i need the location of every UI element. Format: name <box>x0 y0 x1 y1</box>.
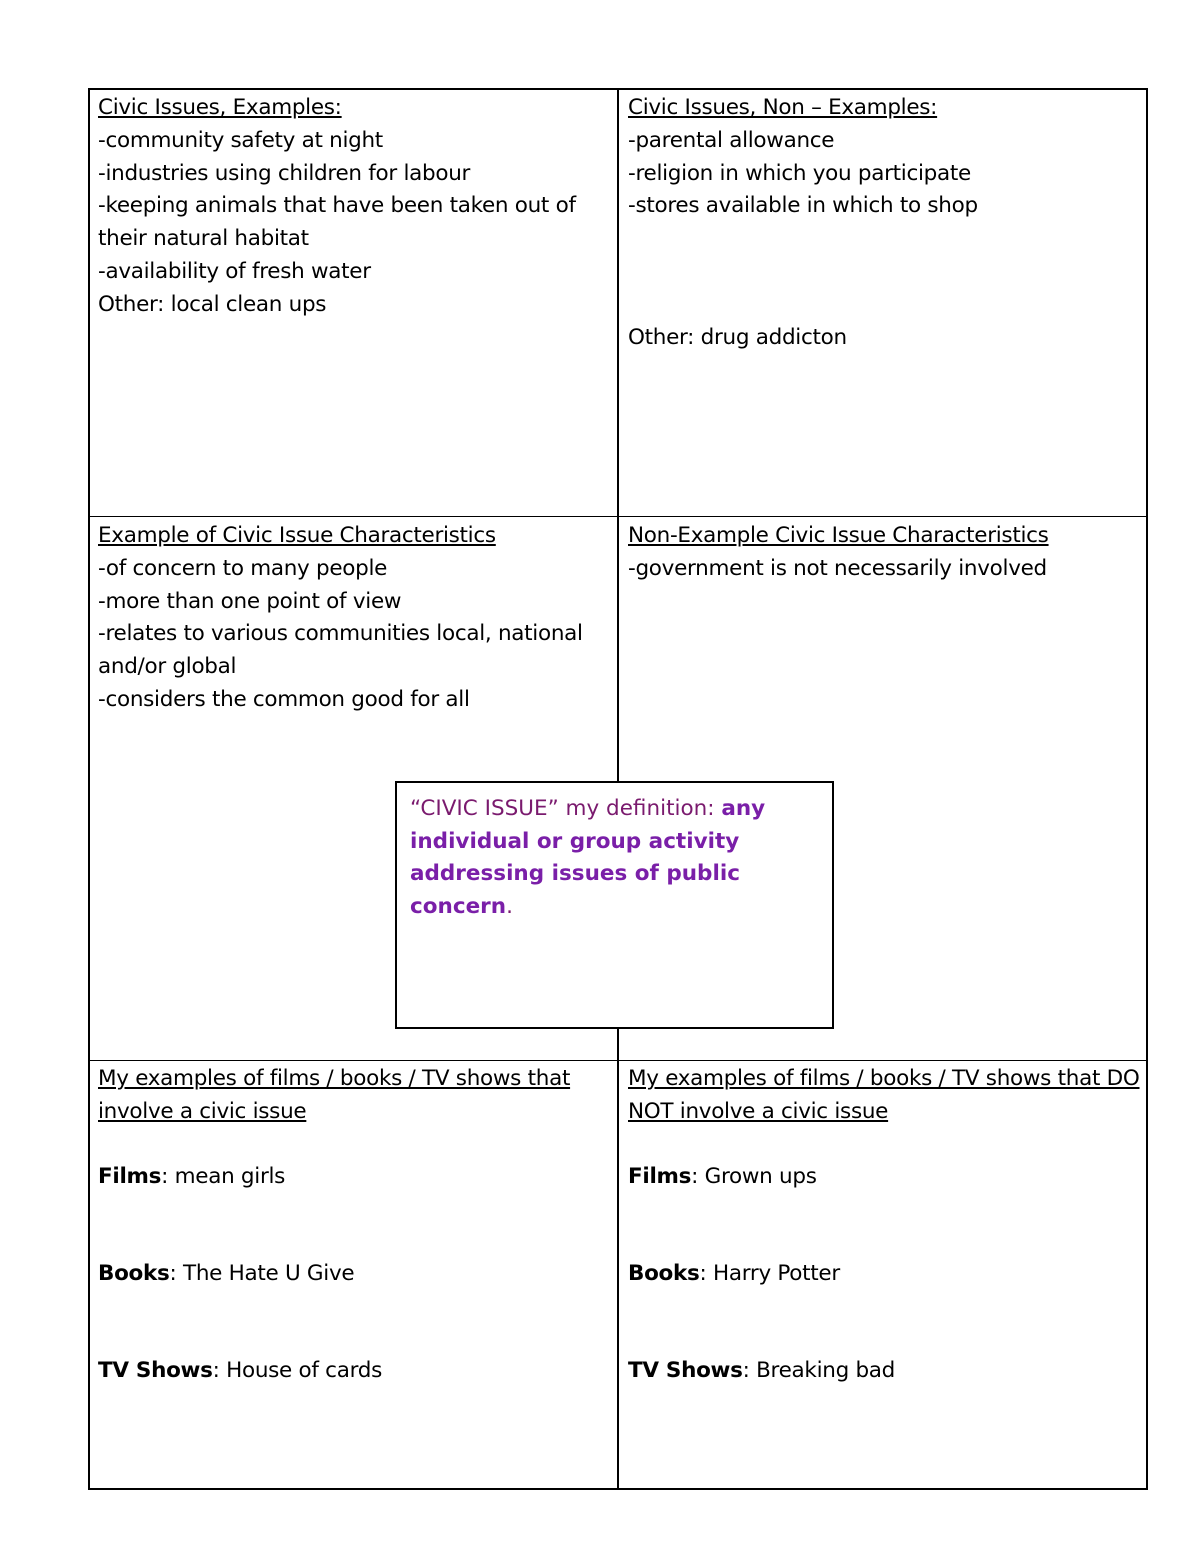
civic-issue-examples-cell <box>98 92 608 322</box>
books-value: : Harry Potter <box>699 1261 840 1287</box>
tv-shows-label: TV Shows <box>98 1357 213 1383</box>
spacer <box>628 1291 1143 1355</box>
non-example-characteristics-heading: Non-Example Civic Issue Characteristics <box>628 523 1049 548</box>
films-label: Films <box>98 1164 162 1190</box>
spacer <box>628 1129 1143 1162</box>
media-without-civic-issue-heading: My examples of films / books / TV shows that DO NOT involve a civic issue <box>628 1066 1140 1124</box>
list-item: -availability of fresh water <box>98 258 371 284</box>
list-item: -of concern to many people <box>98 555 388 581</box>
books-label: Books <box>628 1261 700 1287</box>
list-item: -keeping animals that have been taken out of their natural habitat <box>98 193 576 252</box>
spacer <box>628 1194 1143 1258</box>
tv-shows-entry <box>628 1355 1143 1388</box>
list-item: -relates to various communities local, national and/or global <box>98 621 583 680</box>
list-item: -religion in which you participate <box>628 160 971 186</box>
civic-issue-definition-box <box>395 781 834 1029</box>
row-divider-bottom <box>88 1060 1148 1061</box>
list-item: -considers the common good for all <box>98 686 470 712</box>
books-value: : The Hate U Give <box>169 1261 355 1287</box>
list-item: -community safety at night <box>98 127 383 153</box>
films-label: Films <box>628 1164 692 1190</box>
media-with-civic-issue-heading: My examples of films / books / TV shows that involve a civic issue <box>98 1066 571 1124</box>
list-item: -more than one point of view <box>98 588 402 614</box>
non-example-characteristics-cell <box>628 520 1138 586</box>
civic-issue-examples-heading: Civic Issues, Examples: <box>98 95 342 120</box>
films-value: : mean girls <box>161 1164 286 1190</box>
list-item: -industries using children for labour <box>98 160 471 186</box>
books-label: Books <box>98 1261 170 1287</box>
list-item-other: Other: local clean ups <box>98 291 327 317</box>
example-characteristics-heading: Example of Civic Issue Characteristics <box>98 523 496 548</box>
tv-shows-value: : House of cards <box>212 1357 382 1383</box>
films-value: : Grown ups <box>691 1164 817 1190</box>
list-item: -stores available in which to shop <box>628 193 978 219</box>
list-item-other: Other: drug addicton <box>628 324 847 350</box>
example-characteristics-cell <box>98 520 608 717</box>
civic-issue-non-examples-cell <box>628 92 1138 354</box>
books-entry <box>628 1258 1143 1291</box>
tv-shows-label: TV Shows <box>628 1357 743 1383</box>
tv-shows-entry <box>98 1355 613 1388</box>
spacer <box>98 1291 613 1355</box>
spacer <box>98 1194 613 1258</box>
books-entry <box>98 1258 613 1291</box>
films-entry <box>628 1161 1143 1194</box>
spacer <box>628 223 1138 321</box>
definition-label: “CIVIC ISSUE” my definition: <box>410 796 722 821</box>
media-with-civic-issue-cell <box>98 1063 613 1388</box>
definition-end: . <box>506 893 513 919</box>
list-item: -government is not necessarily involved <box>628 555 1047 581</box>
row-divider-top <box>88 516 1148 517</box>
list-item: -parental allowance <box>628 127 835 153</box>
civic-issue-non-examples-heading: Civic Issues, Non – Examples: <box>628 95 938 120</box>
media-without-civic-issue-cell <box>628 1063 1143 1388</box>
definition-text: any individual or group activity addressing issues of public concern <box>410 796 766 919</box>
films-entry <box>98 1161 613 1194</box>
tv-shows-value: : Breaking bad <box>742 1357 896 1383</box>
spacer <box>98 1129 613 1162</box>
